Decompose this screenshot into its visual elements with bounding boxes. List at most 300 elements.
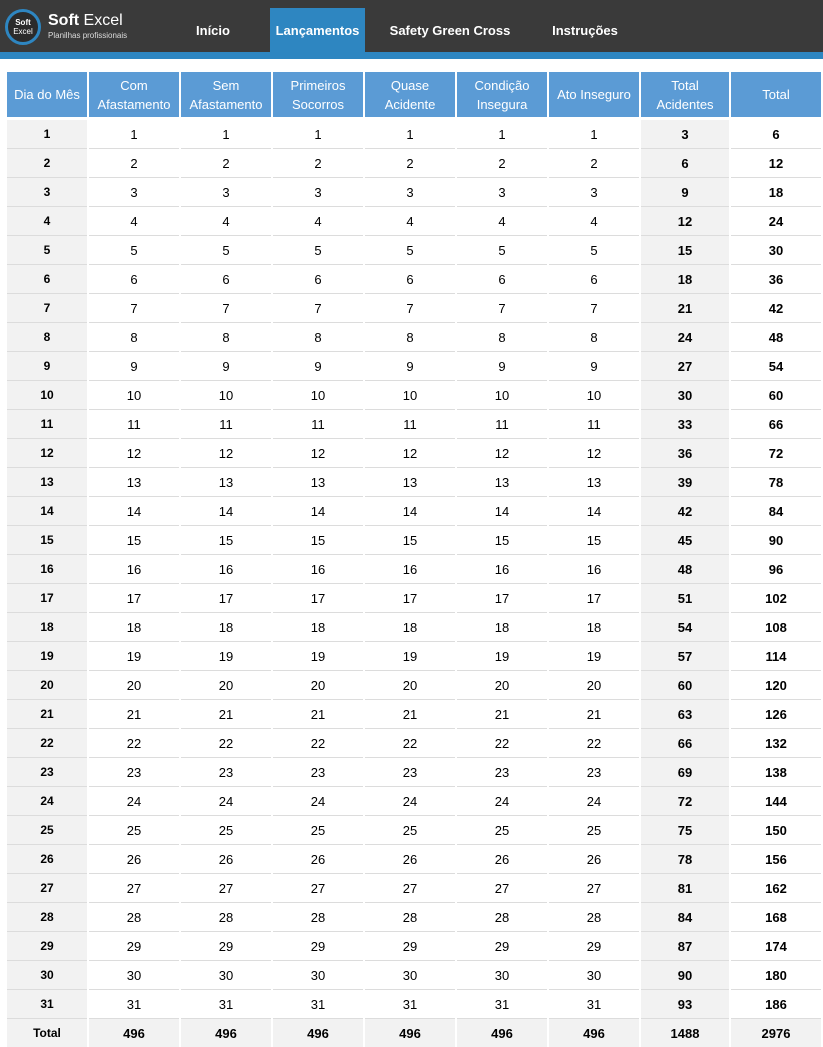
cell-day: 31 [7, 990, 87, 1019]
cell-ato-inseguro[interactable]: 26 [549, 845, 639, 874]
cell-com-afastamento[interactable]: 13 [89, 468, 179, 497]
cell-condicao-insegura[interactable]: 23 [457, 758, 547, 787]
nav-safety-green-cross[interactable]: Safety Green Cross [389, 22, 511, 38]
table-row [7, 410, 821, 439]
cell-sem-afastamento[interactable]: 31 [181, 990, 271, 1019]
cell-sem-afastamento[interactable]: 1 [181, 117, 271, 149]
cell-total: 114 [731, 642, 821, 671]
cell-com-afastamento[interactable]: 30 [89, 961, 179, 990]
cell-com-afastamento[interactable]: 4 [89, 207, 179, 236]
cell-com-afastamento[interactable]: 29 [89, 932, 179, 961]
table-row [7, 207, 821, 236]
cell-sem-afastamento[interactable]: 5 [181, 236, 271, 265]
table-row [7, 758, 821, 787]
header-label-line2: Acidente [384, 96, 436, 112]
cell-com-afastamento[interactable]: 22 [89, 729, 179, 758]
cell-sem-afastamento[interactable]: 6 [181, 265, 271, 294]
cell-quase-acidente[interactable]: 24 [365, 787, 455, 816]
header-sem-afastamento [181, 72, 271, 117]
soft-excel-logo-icon [5, 9, 41, 45]
cell-com-afastamento[interactable]: 6 [89, 265, 179, 294]
cell-com-afastamento[interactable]: 7 [89, 294, 179, 323]
cell-sem-afastamento[interactable]: 23 [181, 758, 271, 787]
table-row [7, 729, 821, 758]
cell-quase-acidente[interactable]: 28 [365, 903, 455, 932]
cell-primeiros-socorros[interactable]: 7 [273, 294, 363, 323]
table-row [7, 439, 821, 468]
cell-sem-afastamento[interactable]: 27 [181, 874, 271, 903]
cell-ato-inseguro[interactable]: 24 [549, 787, 639, 816]
cell-total-acidentes: 78 [641, 845, 729, 874]
cell-total-acidentes: 9 [641, 178, 729, 207]
cell-total-acidentes: 60 [641, 671, 729, 700]
cell-quase-acidente[interactable]: 29 [365, 932, 455, 961]
cell-condicao-insegura[interactable]: 15 [457, 526, 547, 555]
cell-day: 12 [7, 439, 87, 468]
cell-sem-afastamento[interactable]: 21 [181, 700, 271, 729]
cell-quase-acidente[interactable]: 23 [365, 758, 455, 787]
cell-com-afastamento[interactable]: 10 [89, 381, 179, 410]
cell-com-afastamento[interactable]: 2 [89, 149, 179, 178]
cell-sem-afastamento[interactable]: 30 [181, 961, 271, 990]
cell-primeiros-socorros[interactable]: 25 [273, 816, 363, 845]
cell-primeiros-socorros[interactable]: 31 [273, 990, 363, 1019]
cell-condicao-insegura[interactable]: 20 [457, 671, 547, 700]
cell-quase-acidente[interactable]: 2 [365, 149, 455, 178]
cell-ato-inseguro[interactable]: 13 [549, 468, 639, 497]
cell-ato-inseguro[interactable]: 21 [549, 700, 639, 729]
cell-total: 12 [731, 149, 821, 178]
cell-total-acidentes: 63 [641, 700, 729, 729]
cell-total-acidentes: 39 [641, 468, 729, 497]
logo-text-line2: Excel [13, 27, 33, 36]
cell-condicao-insegura[interactable]: 7 [457, 294, 547, 323]
cell-total-acidentes: 45 [641, 526, 729, 555]
cell-primeiros-socorros[interactable]: 23 [273, 758, 363, 787]
table-row [7, 990, 821, 1019]
cell-ato-inseguro[interactable]: 28 [549, 903, 639, 932]
cell-ato-inseguro[interactable]: 22 [549, 729, 639, 758]
cell-day: 5 [7, 236, 87, 265]
cell-sem-afastamento[interactable]: 24 [181, 787, 271, 816]
header-total-acidentes [641, 72, 729, 117]
cell-com-afastamento[interactable]: 31 [89, 990, 179, 1019]
cell-ato-inseguro[interactable]: 8 [549, 323, 639, 352]
cell-condicao-insegura[interactable]: 18 [457, 613, 547, 642]
cell-sem-afastamento[interactable]: 18 [181, 613, 271, 642]
cell-sem-afastamento[interactable]: 4 [181, 207, 271, 236]
cell-ato-inseguro[interactable]: 25 [549, 816, 639, 845]
header-label-line1: Com [120, 77, 148, 93]
cell-ato-inseguro[interactable]: 1 [549, 117, 639, 149]
cell-quase-acidente[interactable]: 16 [365, 555, 455, 584]
cell-com-afastamento[interactable]: 3 [89, 178, 179, 207]
cell-condicao-insegura[interactable]: 25 [457, 816, 547, 845]
cell-com-afastamento[interactable]: 25 [89, 816, 179, 845]
cell-total: 156 [731, 845, 821, 874]
cell-ato-inseguro[interactable]: 20 [549, 671, 639, 700]
cell-primeiros-socorros[interactable]: 12 [273, 439, 363, 468]
cell-ato-inseguro[interactable]: 29 [549, 932, 639, 961]
cell-ato-inseguro[interactable]: 27 [549, 874, 639, 903]
cell-ato-inseguro[interactable]: 17 [549, 584, 639, 613]
cell-com-afastamento[interactable]: 24 [89, 787, 179, 816]
brand-tagline: Planilhas profissionais [48, 31, 128, 40]
cell-quase-acidente[interactable]: 8 [365, 323, 455, 352]
table-row [7, 584, 821, 613]
table-row [7, 613, 821, 642]
cell-total-acidentes: 57 [641, 642, 729, 671]
cell-condicao-insegura[interactable]: 16 [457, 555, 547, 584]
cell-day: 11 [7, 410, 87, 439]
cell-quase-acidente[interactable]: 13 [365, 468, 455, 497]
cell-condicao-insegura[interactable]: 5 [457, 236, 547, 265]
cell-total-acidentes: 75 [641, 816, 729, 845]
cell-primeiros-socorros[interactable]: 8 [273, 323, 363, 352]
cell-day: 13 [7, 468, 87, 497]
launch-table [5, 72, 823, 1047]
cell-total: 24 [731, 207, 821, 236]
cell-com-afastamento[interactable]: 14 [89, 497, 179, 526]
cell-com-afastamento[interactable]: 15 [89, 526, 179, 555]
cell-sem-afastamento[interactable]: 16 [181, 555, 271, 584]
cell-quase-acidente[interactable]: 31 [365, 990, 455, 1019]
table-row [7, 845, 821, 874]
nav-instrucoes[interactable]: Instruções [552, 22, 618, 38]
cell-total: 60 [731, 381, 821, 410]
cell-sem-afastamento[interactable]: 17 [181, 584, 271, 613]
cell-total: 90 [731, 526, 821, 555]
cell-condicao-insegura[interactable]: 31 [457, 990, 547, 1019]
cell-primeiros-socorros[interactable]: 14 [273, 497, 363, 526]
total-primeiros-socorros: 496 [273, 1019, 363, 1047]
cell-condicao-insegura[interactable]: 22 [457, 729, 547, 758]
cell-primeiros-socorros[interactable]: 30 [273, 961, 363, 990]
table-row [7, 381, 821, 410]
nav-inicio[interactable]: Início [196, 22, 230, 38]
cell-com-afastamento[interactable]: 8 [89, 323, 179, 352]
cell-ato-inseguro[interactable]: 31 [549, 990, 639, 1019]
cell-primeiros-socorros[interactable]: 10 [273, 381, 363, 410]
cell-sem-afastamento[interactable]: 19 [181, 642, 271, 671]
cell-total-acidentes: 18 [641, 265, 729, 294]
cell-day: 23 [7, 758, 87, 787]
cell-primeiros-socorros[interactable]: 18 [273, 613, 363, 642]
cell-com-afastamento[interactable]: 17 [89, 584, 179, 613]
cell-condicao-insegura[interactable]: 24 [457, 787, 547, 816]
cell-day: 20 [7, 671, 87, 700]
total-sem-afastamento: 496 [181, 1019, 271, 1047]
cell-condicao-insegura[interactable]: 26 [457, 845, 547, 874]
cell-primeiros-socorros[interactable]: 9 [273, 352, 363, 381]
cell-quase-acidente[interactable]: 1 [365, 117, 455, 149]
cell-total: 180 [731, 961, 821, 990]
total-total-acidentes: 1488 [641, 1019, 729, 1047]
cell-ato-inseguro[interactable]: 9 [549, 352, 639, 381]
cell-condicao-insegura[interactable]: 27 [457, 874, 547, 903]
cell-primeiros-socorros[interactable]: 13 [273, 468, 363, 497]
cell-ato-inseguro[interactable]: 11 [549, 410, 639, 439]
total-ato-inseguro: 496 [549, 1019, 639, 1047]
cell-com-afastamento[interactable]: 12 [89, 439, 179, 468]
cell-primeiros-socorros[interactable]: 3 [273, 178, 363, 207]
cell-primeiros-socorros[interactable]: 21 [273, 700, 363, 729]
cell-quase-acidente[interactable]: 5 [365, 236, 455, 265]
cell-total: 6 [731, 117, 821, 149]
cell-ato-inseguro[interactable]: 30 [549, 961, 639, 990]
cell-quase-acidente[interactable]: 19 [365, 642, 455, 671]
cell-condicao-insegura[interactable]: 3 [457, 178, 547, 207]
table-row [7, 903, 821, 932]
cell-total: 66 [731, 410, 821, 439]
cell-primeiros-socorros[interactable]: 16 [273, 555, 363, 584]
table-row [7, 468, 821, 497]
cell-total-acidentes: 42 [641, 497, 729, 526]
cell-com-afastamento[interactable]: 11 [89, 410, 179, 439]
table-row [7, 700, 821, 729]
cell-primeiros-socorros[interactable]: 15 [273, 526, 363, 555]
header-label-line2: Insegura [476, 96, 528, 112]
brand-name-rest: Excel [79, 12, 123, 29]
cell-condicao-insegura[interactable]: 11 [457, 410, 547, 439]
cell-day: 22 [7, 729, 87, 758]
total-label: Total [7, 1019, 87, 1047]
cell-condicao-insegura[interactable]: 17 [457, 584, 547, 613]
cell-sem-afastamento[interactable]: 20 [181, 671, 271, 700]
cell-quase-acidente[interactable]: 30 [365, 961, 455, 990]
cell-sem-afastamento[interactable]: 15 [181, 526, 271, 555]
cell-com-afastamento[interactable]: 23 [89, 758, 179, 787]
cell-ato-inseguro[interactable]: 15 [549, 526, 639, 555]
cell-com-afastamento[interactable]: 18 [89, 613, 179, 642]
cell-sem-afastamento[interactable]: 13 [181, 468, 271, 497]
table-row [7, 117, 821, 149]
cell-quase-acidente[interactable]: 14 [365, 497, 455, 526]
cell-total-acidentes: 27 [641, 352, 729, 381]
cell-ato-inseguro[interactable]: 3 [549, 178, 639, 207]
cell-primeiros-socorros[interactable]: 1 [273, 117, 363, 149]
cell-primeiros-socorros[interactable]: 6 [273, 265, 363, 294]
cell-sem-afastamento[interactable]: 2 [181, 149, 271, 178]
cell-primeiros-socorros[interactable]: 4 [273, 207, 363, 236]
cell-com-afastamento[interactable]: 16 [89, 555, 179, 584]
cell-sem-afastamento[interactable]: 8 [181, 323, 271, 352]
cell-day: 16 [7, 555, 87, 584]
cell-quase-acidente[interactable]: 9 [365, 352, 455, 381]
header-label-line1: Quase [390, 77, 430, 93]
cell-quase-acidente[interactable]: 21 [365, 700, 455, 729]
cell-sem-afastamento[interactable]: 14 [181, 497, 271, 526]
header-ato-inseguro [549, 72, 639, 117]
header-label-line1: Total [671, 77, 699, 93]
cell-quase-acidente[interactable]: 18 [365, 613, 455, 642]
cell-ato-inseguro[interactable]: 5 [549, 236, 639, 265]
cell-com-afastamento[interactable]: 1 [89, 117, 179, 149]
cell-condicao-insegura[interactable]: 9 [457, 352, 547, 381]
cell-condicao-insegura[interactable]: 13 [457, 468, 547, 497]
cell-primeiros-socorros[interactable]: 28 [273, 903, 363, 932]
cell-com-afastamento[interactable]: 19 [89, 642, 179, 671]
cell-condicao-insegura[interactable]: 4 [457, 207, 547, 236]
table-row [7, 671, 821, 700]
cell-day: 10 [7, 381, 87, 410]
header-condicao-insegura [457, 72, 547, 117]
cell-total-acidentes: 33 [641, 410, 729, 439]
cell-ato-inseguro[interactable]: 14 [549, 497, 639, 526]
cell-quase-acidente[interactable]: 15 [365, 526, 455, 555]
cell-primeiros-socorros[interactable]: 26 [273, 845, 363, 874]
cell-primeiros-socorros[interactable]: 5 [273, 236, 363, 265]
cell-day: 28 [7, 903, 87, 932]
nav-lancamentos[interactable]: Lançamentos [270, 8, 365, 52]
cell-total: 96 [731, 555, 821, 584]
cell-total: 18 [731, 178, 821, 207]
header-com-afastamento [89, 72, 179, 117]
cell-total: 168 [731, 903, 821, 932]
cell-quase-acidente[interactable]: 25 [365, 816, 455, 845]
cell-total: 48 [731, 323, 821, 352]
cell-total: 54 [731, 352, 821, 381]
table-row [7, 265, 821, 294]
cell-condicao-insegura[interactable]: 19 [457, 642, 547, 671]
cell-primeiros-socorros[interactable]: 27 [273, 874, 363, 903]
table-row [7, 642, 821, 671]
table-row [7, 352, 821, 381]
cell-primeiros-socorros[interactable]: 19 [273, 642, 363, 671]
cell-condicao-insegura[interactable]: 6 [457, 265, 547, 294]
cell-day: 7 [7, 294, 87, 323]
cell-day: 3 [7, 178, 87, 207]
cell-sem-afastamento[interactable]: 25 [181, 816, 271, 845]
table-row [7, 149, 821, 178]
header-total [731, 72, 821, 117]
cell-com-afastamento[interactable]: 28 [89, 903, 179, 932]
cell-ato-inseguro[interactable]: 12 [549, 439, 639, 468]
cell-ato-inseguro[interactable]: 19 [549, 642, 639, 671]
cell-total-acidentes: 3 [641, 117, 729, 149]
cell-condicao-insegura[interactable]: 28 [457, 903, 547, 932]
cell-condicao-insegura[interactable]: 8 [457, 323, 547, 352]
cell-quase-acidente[interactable]: 22 [365, 729, 455, 758]
cell-sem-afastamento[interactable]: 3 [181, 178, 271, 207]
cell-total-acidentes: 48 [641, 555, 729, 584]
cell-quase-acidente[interactable]: 3 [365, 178, 455, 207]
cell-sem-afastamento[interactable]: 9 [181, 352, 271, 381]
cell-total-acidentes: 12 [641, 207, 729, 236]
header-label-line2: Afastamento [189, 96, 263, 112]
cell-ato-inseguro[interactable]: 16 [549, 555, 639, 584]
cell-total: 72 [731, 439, 821, 468]
cell-condicao-insegura[interactable]: 12 [457, 439, 547, 468]
cell-quase-acidente[interactable]: 6 [365, 265, 455, 294]
cell-ato-inseguro[interactable]: 7 [549, 294, 639, 323]
cell-day: 27 [7, 874, 87, 903]
cell-day: 24 [7, 787, 87, 816]
cell-total: 174 [731, 932, 821, 961]
cell-ato-inseguro[interactable]: 4 [549, 207, 639, 236]
header-label-line1: Ato Inseguro [557, 87, 631, 102]
cell-com-afastamento[interactable]: 21 [89, 700, 179, 729]
cell-sem-afastamento[interactable]: 29 [181, 932, 271, 961]
cell-sem-afastamento[interactable]: 11 [181, 410, 271, 439]
cell-condicao-insegura[interactable]: 14 [457, 497, 547, 526]
total-condicao-insegura: 496 [457, 1019, 547, 1047]
header-label-line1: Primeiros [290, 77, 346, 93]
header-label-line1: Total [762, 87, 790, 102]
cell-primeiros-socorros[interactable]: 22 [273, 729, 363, 758]
cell-ato-inseguro[interactable]: 23 [549, 758, 639, 787]
cell-quase-acidente[interactable]: 10 [365, 381, 455, 410]
cell-condicao-insegura[interactable]: 30 [457, 961, 547, 990]
cell-day: 8 [7, 323, 87, 352]
cell-quase-acidente[interactable]: 4 [365, 207, 455, 236]
cell-day: 15 [7, 526, 87, 555]
cell-com-afastamento[interactable]: 26 [89, 845, 179, 874]
cell-day: 17 [7, 584, 87, 613]
cell-quase-acidente[interactable]: 7 [365, 294, 455, 323]
cell-com-afastamento[interactable]: 20 [89, 671, 179, 700]
header-primeiros-socorros [273, 72, 363, 117]
cell-ato-inseguro[interactable]: 10 [549, 381, 639, 410]
cell-total: 102 [731, 584, 821, 613]
cell-ato-inseguro[interactable]: 2 [549, 149, 639, 178]
cell-total-acidentes: 51 [641, 584, 729, 613]
cell-total-acidentes: 84 [641, 903, 729, 932]
cell-sem-afastamento[interactable]: 22 [181, 729, 271, 758]
cell-primeiros-socorros[interactable]: 17 [273, 584, 363, 613]
cell-total: 120 [731, 671, 821, 700]
cell-primeiros-socorros[interactable]: 11 [273, 410, 363, 439]
cell-sem-afastamento[interactable]: 10 [181, 381, 271, 410]
cell-total: 36 [731, 265, 821, 294]
header-quase-acidente [365, 72, 455, 117]
cell-ato-inseguro[interactable]: 18 [549, 613, 639, 642]
header-label-line1: Dia do Mês [14, 87, 80, 102]
cell-sem-afastamento[interactable]: 28 [181, 903, 271, 932]
cell-sem-afastamento[interactable]: 12 [181, 439, 271, 468]
cell-ato-inseguro[interactable]: 6 [549, 265, 639, 294]
cell-condicao-insegura[interactable]: 21 [457, 700, 547, 729]
cell-quase-acidente[interactable]: 12 [365, 439, 455, 468]
cell-condicao-insegura[interactable]: 10 [457, 381, 547, 410]
cell-day: 19 [7, 642, 87, 671]
cell-total: 42 [731, 294, 821, 323]
cell-condicao-insegura[interactable]: 29 [457, 932, 547, 961]
cell-quase-acidente[interactable]: 26 [365, 845, 455, 874]
cell-sem-afastamento[interactable]: 7 [181, 294, 271, 323]
cell-primeiros-socorros[interactable]: 24 [273, 787, 363, 816]
cell-quase-acidente[interactable]: 20 [365, 671, 455, 700]
brand [48, 12, 127, 41]
cell-quase-acidente[interactable]: 17 [365, 584, 455, 613]
cell-condicao-insegura[interactable]: 1 [457, 117, 547, 149]
header-label-line2: Afastamento [97, 96, 171, 112]
cell-sem-afastamento[interactable]: 26 [181, 845, 271, 874]
cell-day: 1 [7, 117, 87, 149]
cell-primeiros-socorros[interactable]: 2 [273, 149, 363, 178]
cell-primeiros-socorros[interactable]: 20 [273, 671, 363, 700]
cell-com-afastamento[interactable]: 9 [89, 352, 179, 381]
cell-condicao-insegura[interactable]: 2 [457, 149, 547, 178]
cell-com-afastamento[interactable]: 27 [89, 874, 179, 903]
cell-com-afastamento[interactable]: 5 [89, 236, 179, 265]
cell-day: 25 [7, 816, 87, 845]
cell-total-acidentes: 54 [641, 613, 729, 642]
table-row [7, 555, 821, 584]
cell-quase-acidente[interactable]: 11 [365, 410, 455, 439]
cell-quase-acidente[interactable]: 27 [365, 874, 455, 903]
cell-primeiros-socorros[interactable]: 29 [273, 932, 363, 961]
